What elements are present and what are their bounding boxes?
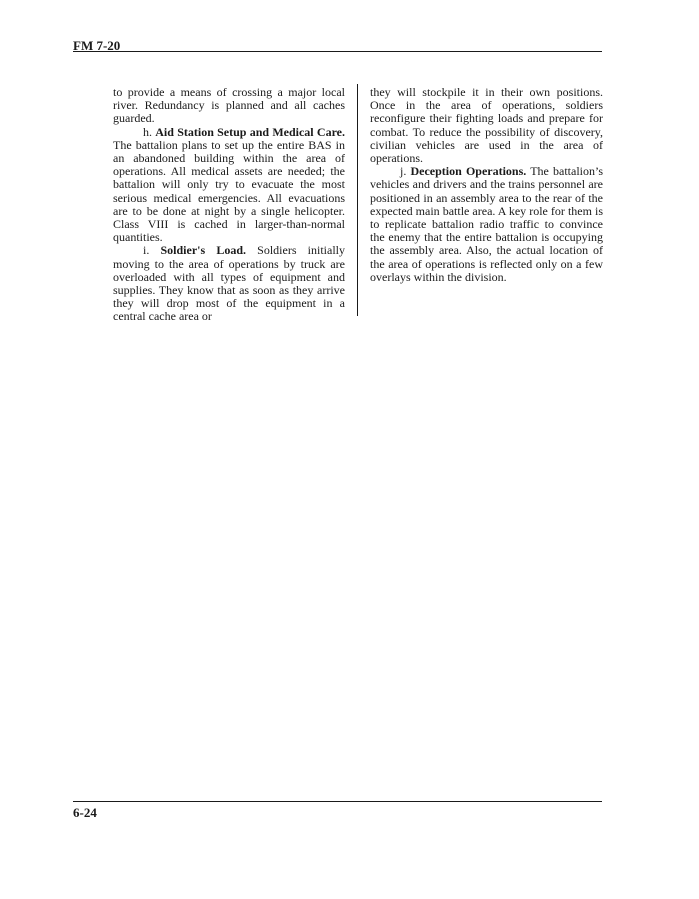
left-column	[113, 86, 345, 324]
header-rule	[73, 51, 602, 52]
footer-rule	[73, 801, 602, 802]
paragraph-j-text: The battalion’s vehicles and drivers and the trains personnel are positioned in an assembly area to the rear of the expected main battle area. A key role for them is to replicate battalion radio traffic to convince the enemy that the entire battalion is occupying the assembly area. Also, the actual location of the area of operations is reflected only on a few overlays within the division.	[370, 164, 603, 284]
column-divider	[357, 84, 358, 316]
paragraph-j-heading: Deception Operations.	[410, 164, 527, 179]
page-number: 6-24	[73, 805, 97, 820]
paragraph-i-heading: Soldier's Load.	[160, 243, 247, 258]
paragraph-h-letter: h.	[143, 124, 152, 139]
paragraph-j-letter: j.	[400, 164, 407, 179]
manual-designation: FM 7-20	[73, 38, 121, 53]
paragraph-h	[113, 126, 345, 245]
paragraph-i	[113, 244, 345, 323]
paragraph-i-text: Soldiers initially moving to the area of operations by truck are overloaded with all types of equipment and supplies. They know that as soon as they arrive they will drop most of the equipment in a central cache area or	[113, 243, 345, 324]
continuation-paragraph: they will stockpile it in their own positions. Once in the area of operations, soldiers reconfigure their fighting loads and prepare for combat. To reduce the possibility of discovery, civilian vehicles are used in the area of operations.	[370, 85, 603, 166]
paragraph-j	[370, 165, 603, 284]
continuation-paragraph: to provide a means of crossing a major local river. Redundancy is planned and all caches guarded.	[113, 85, 345, 126]
paragraph-i-letter: i.	[143, 243, 150, 258]
right-column	[370, 86, 603, 284]
paragraph-h-text: The battalion plans to set up the entire BAS in an abandoned building within the area of operations. All medical assets are needed; the battalion will only try to evacuate the most serious medical emergencies. All evacuations are to be done at night by a single helicopter. Class VIII is cached in larger-than-normal quantities.	[113, 137, 345, 245]
paragraph-h-heading: Aid Station Setup and Medical Care.	[155, 124, 346, 139]
